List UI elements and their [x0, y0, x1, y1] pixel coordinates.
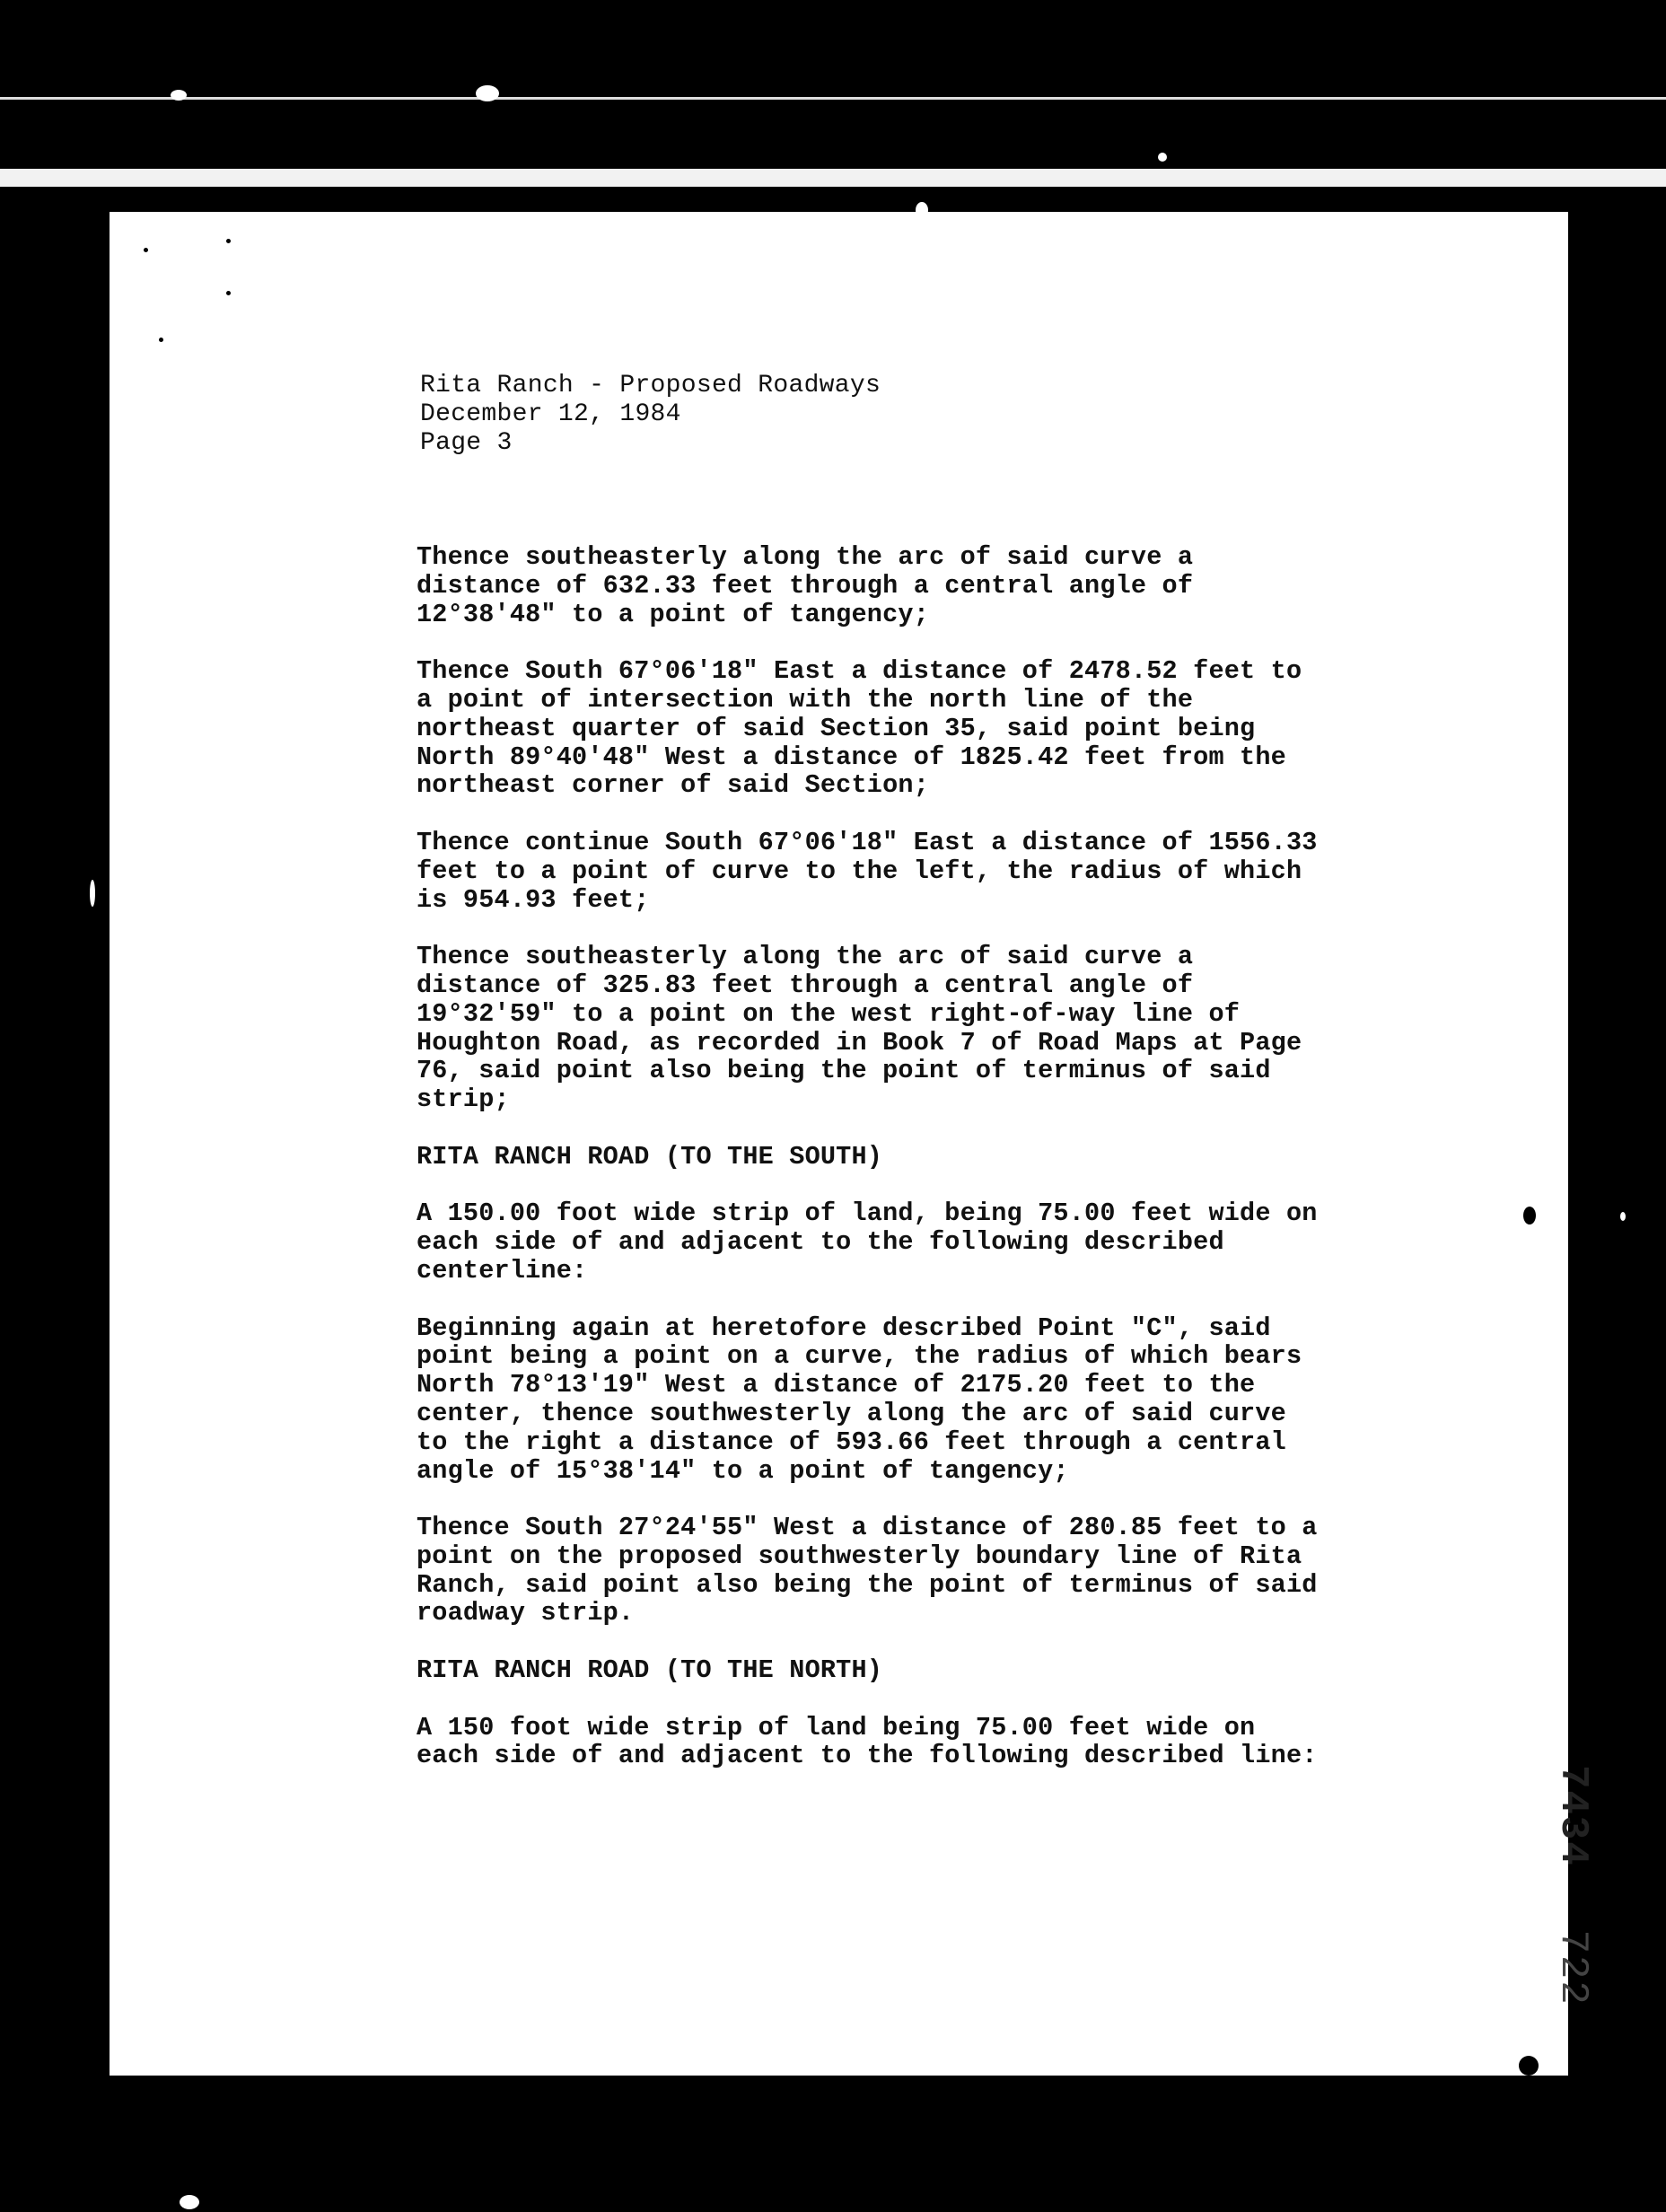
- scan-speck: [90, 880, 95, 907]
- scan-speck: [226, 291, 231, 295]
- paragraph: Beginning again at heretofore described Point "C", said point being a point on a curve, the radius of which bears North 78°13'19" West a distance of 2175.20 feet to the center, thence southwesterly along the arc of said curve to the right a distance of 593.66 feet through a central angle of 15°38'14" to a point of tangency;: [416, 1312, 1302, 1486]
- paragraph: A 150 foot wide strip of land being 75.00 feet wide on each side of and adjacent to the following described line:: [416, 1712, 1318, 1771]
- scan-speck: [144, 248, 148, 252]
- scan-artifact-bar: [0, 169, 1666, 187]
- paragraph: A 150.00 foot wide strip of land, being 75.00 feet wide on each side of and adjacent to the following described centerline:: [416, 1198, 1318, 1286]
- header-page: Page 3: [420, 429, 513, 457]
- header-title: Rita Ranch - Proposed Roadways: [420, 372, 881, 399]
- paragraph: Thence continue South 67°06'18" East a distance of 1556.33 feet to a point of curve to the left, the radius of which is 954.93 feet;: [416, 827, 1318, 915]
- document-page: [110, 212, 1595, 2076]
- paragraph: Thence southeasterly along the arc of said curve a distance of 632.33 feet through a central angle of 12°38'48" to a point of tangency;: [416, 542, 1194, 629]
- scan-artifact-rule: [0, 97, 1666, 100]
- document-header: [420, 372, 881, 458]
- section-heading-south: RITA RANCH ROAD (TO THE SOUTH): [416, 1141, 883, 1172]
- scan-speck: [159, 338, 163, 342]
- section-heading-north: RITA RANCH ROAD (TO THE NORTH): [416, 1655, 883, 1686]
- scan-speck: [171, 90, 187, 101]
- scan-speck: [476, 85, 499, 101]
- scan-speck: [1519, 2056, 1539, 2076]
- document-body: [416, 543, 1539, 1799]
- header-date: December 12, 1984: [420, 400, 681, 428]
- scan-speck: [1620, 1212, 1626, 1221]
- docket-page-number: 722: [1550, 1929, 1595, 2006]
- scan-speck: [180, 2195, 199, 2209]
- scan-speck: [226, 239, 231, 243]
- scan-speck: [1158, 153, 1167, 162]
- paragraph: Thence South 27°24'55" West a distance of 280.85 feet to a point on the proposed southwesterly boundary line of Rita Ranch, said point also being the point of terminus of said roadway strip.: [416, 1513, 1318, 1628]
- paragraph: Thence South 67°06'18" East a distance of 2478.52 feet to a point of intersection with the north line of the northeast quarter of said Section 35, said point being North 89°40'48" West a distance of 1825.42 feet from the northeast corner of said Section;: [416, 656, 1302, 801]
- docket-number: 7434: [1550, 1765, 1595, 1867]
- recording-stamp: [1550, 1765, 1595, 2006]
- paragraph: Thence southeasterly along the arc of said curve a distance of 325.83 feet through a central angle of 19°32'59" to a point on the west right-of-way line of Houghton Road, as recorded in Book 7 of Road Maps at Page 76, said point also being the point of terminus of said strip;: [416, 942, 1302, 1115]
